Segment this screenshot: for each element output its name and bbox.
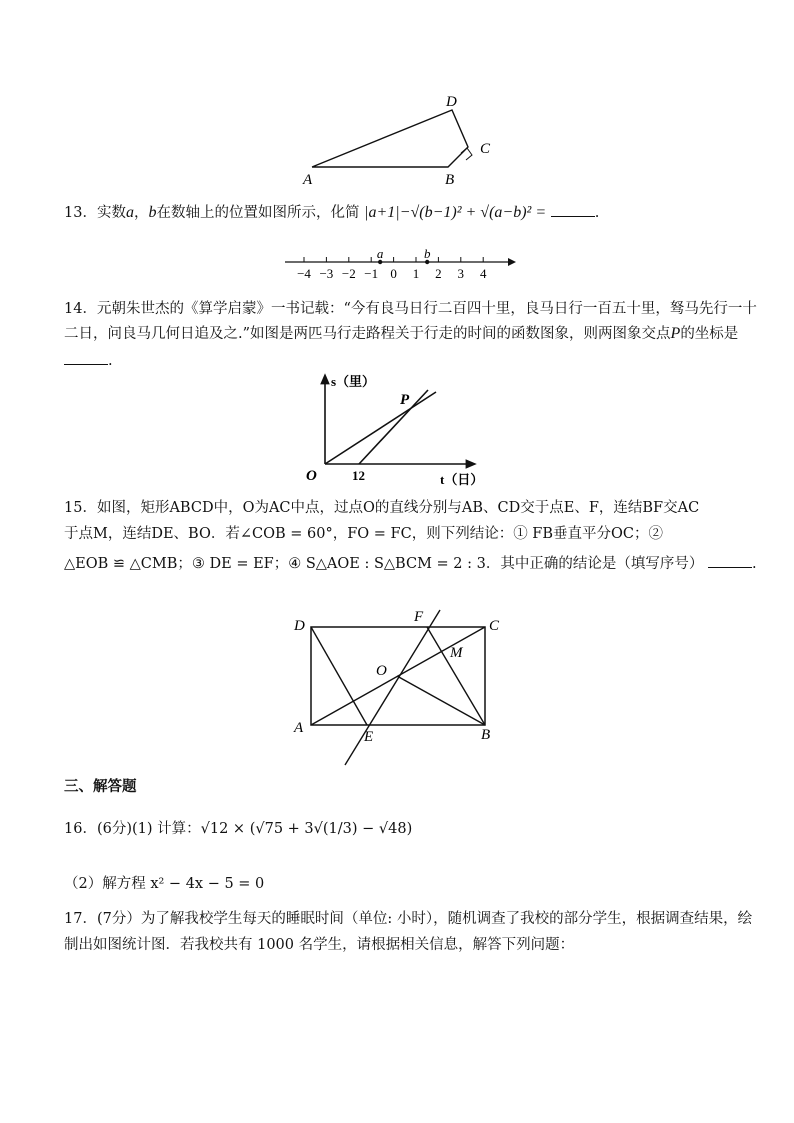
question-13: [64, 202, 599, 224]
origin-label: O: [306, 468, 317, 484]
y-axis-label: s（里）: [331, 374, 376, 389]
q13-num: 13．实数: [64, 205, 126, 221]
q15-answer-blank[interactable]: [708, 553, 752, 568]
label-A: A: [303, 172, 313, 188]
question-17-line1: 17．(7分）为了解我校学生每天的睡眠时间（单位: 小时），随机调查了我校的部分学生，根据调查结果，绘: [64, 911, 753, 927]
label-A: A: [294, 720, 304, 736]
right-angle-mark: [461, 148, 472, 160]
tick-label: −4: [297, 266, 311, 281]
x-axis-label: t（日）: [440, 472, 484, 487]
tick-label: −3: [319, 266, 334, 281]
q14-answer-blank[interactable]: [64, 350, 108, 365]
tick-label: 0: [390, 266, 397, 281]
label-B: B: [445, 172, 455, 188]
q15-end: .: [751, 556, 757, 572]
number-line: [282, 248, 522, 284]
tick-12-label: 12: [352, 468, 365, 483]
tick-label: 3: [457, 266, 465, 281]
question-17-line2: 制出如图统计图．若我校共有 1000 名学生，请根据相关信息，解答下列问题：: [64, 937, 575, 953]
q13-a: a: [125, 204, 134, 221]
q14-point-p: P: [670, 325, 681, 342]
distance-time-graph: [300, 372, 500, 492]
q13-sep: ，: [133, 205, 149, 221]
number-line-arrow: [508, 258, 516, 266]
figure-quadrilateral: [295, 90, 515, 190]
question-15-line3: [64, 553, 757, 575]
label-F: F: [414, 609, 424, 625]
tick-label: −2: [341, 266, 356, 281]
label-O: O: [376, 663, 387, 679]
label-C: C: [480, 141, 491, 157]
q13-expression: |a+1|−√(b−1)² + √(a−b)² =: [364, 204, 547, 221]
question-16-part2: （2）解方程 x² − 4x − 5 = 0: [64, 876, 265, 892]
question-14-line2: [64, 323, 738, 345]
tick-label: 2: [435, 266, 442, 281]
q14-text-end: 的坐标是: [680, 326, 739, 342]
label-B: B: [481, 727, 491, 743]
section-title: 三、解答题: [64, 778, 137, 795]
line-ef: [345, 610, 440, 765]
tick-label: 1: [412, 266, 420, 281]
question-14-line3: [64, 350, 113, 372]
tick-label: 4: [479, 266, 487, 281]
label-D: D: [294, 618, 305, 634]
question-14-line1: 14．元朝朱世杰的《算学启蒙》一书记载：“今有良马日行二百四十里，良马日行一百五十里，驽马先行一十: [64, 301, 757, 317]
segment-bf: [427, 627, 485, 725]
quad-outline: [312, 110, 468, 167]
question-16-part1: 16．(6分)(1) 计算：√12 × (√75 + 3√(1/3) − √48): [64, 821, 413, 837]
label-C: C: [489, 618, 500, 634]
q15-text: △EOB ≌ △CMB；③ DE = EF；④ S△AOE : S△BCM = 2 : 3．其中正确的结论是（填写序号）: [64, 556, 704, 572]
q13-b: b: [148, 204, 157, 221]
q14-end: .: [108, 353, 113, 369]
q13-text: 在数轴上的位置如图所示，化简: [156, 205, 360, 221]
point-p-label: P: [400, 392, 410, 408]
label-D: D: [446, 94, 457, 110]
question-15-line2: 于点M，连结DE、BO．若∠COB = 60°，FO = FC，则下列结论：① FB垂直平分OC；②: [64, 526, 664, 542]
rectangle-figure: [290, 605, 520, 770]
segment-bo: [397, 676, 485, 725]
question-15-line1: 15．如图，矩形ABCD中，O为AC中点，过点O的直线分别与AB、CD交于点E、F，连结BF交AC: [64, 500, 700, 516]
point-b-label: b: [423, 246, 431, 261]
point-a-label: a: [376, 246, 384, 261]
fast-horse-line: [359, 390, 428, 464]
label-E: E: [364, 729, 374, 745]
q13-end: .: [594, 205, 600, 221]
slow-horse-line: [325, 392, 436, 464]
q13-answer-blank[interactable]: [551, 202, 595, 217]
q14-text: 二日，问良马几何日追及之.”如图是两匹马行走路程关于行走的时间的函数图象，则两图象交点: [64, 326, 671, 342]
tick-label: −1: [364, 266, 379, 281]
label-M: M: [450, 645, 463, 661]
segment-de: [311, 627, 367, 725]
